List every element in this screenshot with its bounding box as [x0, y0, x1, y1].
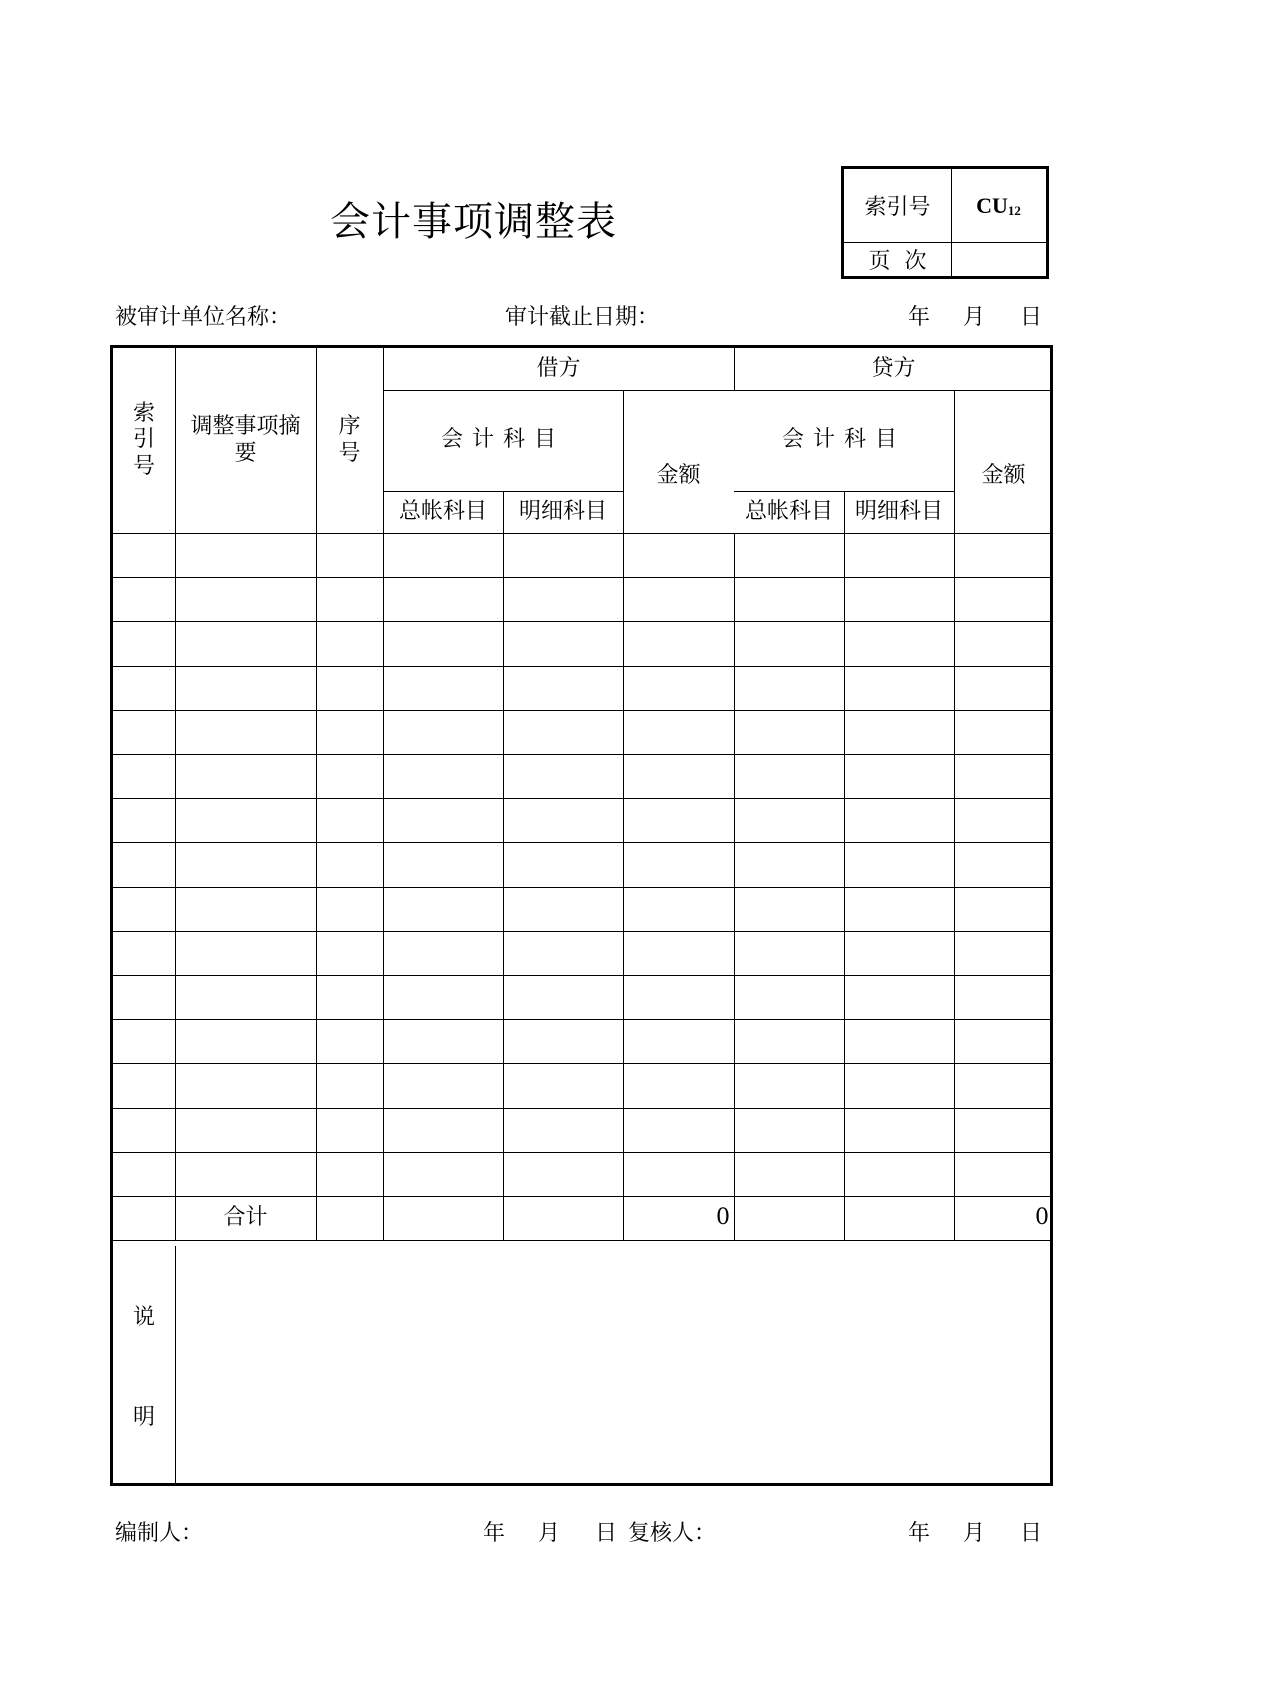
row-5-credit-gl[interactable] — [734, 710, 844, 754]
total-row-label: 合计 — [223, 1204, 268, 1230]
row-6-credit-amount[interactable] — [954, 754, 1053, 798]
row-12-seq[interactable] — [316, 1019, 383, 1063]
row-8-debit-detail[interactable] — [503, 842, 623, 886]
row-4-credit-detail[interactable] — [844, 666, 954, 710]
row-11-summary[interactable] — [175, 975, 316, 1019]
row-1-credit-detail[interactable] — [844, 533, 954, 577]
total-credit-amount: 0 — [1035, 1204, 1049, 1230]
row-14-debit-gl[interactable] — [383, 1108, 503, 1152]
row-5-debit-detail[interactable] — [503, 710, 623, 754]
row-2-credit-amount[interactable] — [954, 577, 1053, 621]
row-9-credit-gl[interactable] — [734, 887, 844, 931]
row-12-summary[interactable] — [175, 1019, 316, 1063]
row-7-debit-detail[interactable] — [503, 798, 623, 842]
cutoff-date-day: 日 — [1020, 305, 1043, 330]
preparer-label: 编制人： — [115, 1521, 204, 1546]
row-12-debit-amount[interactable] — [623, 1019, 734, 1063]
reviewed-date-month: 月 — [963, 1521, 986, 1546]
row-6-debit-detail[interactable] — [503, 754, 623, 798]
header-credit: 贷方 — [871, 355, 916, 381]
auditee-name-label: 被审计单位名称： — [115, 305, 292, 330]
row-9-index[interactable] — [113, 887, 175, 931]
page-number-value[interactable] — [951, 242, 1046, 276]
row-1-credit-amount[interactable] — [954, 533, 1053, 577]
row-1-seq[interactable] — [316, 533, 383, 577]
row-14-debit-detail[interactable] — [503, 1108, 623, 1152]
row-12-index[interactable] — [113, 1019, 175, 1063]
total-debit-amount: 0 — [716, 1204, 730, 1230]
row-7-summary[interactable] — [175, 798, 316, 842]
row-13-credit-gl[interactable] — [734, 1063, 844, 1107]
row-7-credit-gl[interactable] — [734, 798, 844, 842]
row-8-credit-gl[interactable] — [734, 842, 844, 886]
row-15-summary[interactable] — [175, 1152, 316, 1196]
notes-content[interactable] — [175, 1246, 1053, 1486]
row-11-credit-amount[interactable] — [954, 975, 1053, 1019]
row-7-debit-gl[interactable] — [383, 798, 503, 842]
row-13-debit-detail[interactable] — [503, 1063, 623, 1107]
row-5-credit-detail[interactable] — [844, 710, 954, 754]
header-credit-detail-account: 明细科目 — [854, 498, 943, 524]
row-15-seq[interactable] — [316, 1152, 383, 1196]
cutoff-date-month: 月 — [963, 305, 986, 330]
row-5-credit-amount[interactable] — [954, 710, 1053, 754]
header-debit: 借方 — [536, 355, 581, 381]
index-box — [841, 166, 1049, 279]
row-8-credit-detail[interactable] — [844, 842, 954, 886]
row-14-credit-amount[interactable] — [954, 1108, 1053, 1152]
row-9-debit-amount[interactable] — [623, 887, 734, 931]
row-3-debit-detail[interactable] — [503, 621, 623, 665]
row-14-summary[interactable] — [175, 1108, 316, 1152]
row-10-credit-detail[interactable] — [844, 931, 954, 975]
row-12-credit-amount[interactable] — [954, 1019, 1053, 1063]
row-6-credit-detail[interactable] — [844, 754, 954, 798]
notes-label-second: 明 — [132, 1404, 155, 1430]
row-2-credit-detail[interactable] — [844, 577, 954, 621]
row-9-credit-amount[interactable] — [954, 887, 1053, 931]
prepared-date-day: 日 — [595, 1521, 618, 1546]
row-7-debit-amount[interactable] — [623, 798, 734, 842]
header-index: 索 引 号 — [132, 400, 155, 479]
row-9-credit-detail[interactable] — [844, 887, 954, 931]
row-14-index[interactable] — [113, 1108, 175, 1152]
row-10-seq[interactable] — [316, 931, 383, 975]
row-13-seq[interactable] — [316, 1063, 383, 1107]
row-15-credit-amount[interactable] — [954, 1152, 1053, 1196]
row-11-seq[interactable] — [316, 975, 383, 1019]
row-11-debit-detail[interactable] — [503, 975, 623, 1019]
header-sequence-number: 序 号 — [338, 414, 361, 466]
header-credit-amount: 金额 — [981, 463, 1026, 489]
row-13-credit-amount[interactable] — [954, 1063, 1053, 1107]
header-debit-detail-account: 明细科目 — [518, 498, 607, 524]
row-6-credit-gl[interactable] — [734, 754, 844, 798]
adjustment-table — [110, 345, 1053, 1486]
row-5-seq[interactable] — [316, 710, 383, 754]
row-2-debit-amount[interactable] — [623, 577, 734, 621]
row-15-debit-detail[interactable] — [503, 1152, 623, 1196]
header-credit-account-subject: 会计科目 — [781, 427, 906, 453]
row-11-debit-amount[interactable] — [623, 975, 734, 1019]
row-7-index[interactable] — [113, 798, 175, 842]
header-credit-general-ledger: 总帐科目 — [744, 498, 833, 524]
row-1-debit-gl[interactable] — [383, 533, 503, 577]
row-11-credit-gl[interactable] — [734, 975, 844, 1019]
row-4-seq[interactable] — [316, 666, 383, 710]
row-10-credit-amount[interactable] — [954, 931, 1053, 975]
row-8-debit-gl[interactable] — [383, 842, 503, 886]
cutoff-date-year: 年 — [908, 305, 931, 330]
row-11-index[interactable] — [113, 975, 175, 1019]
row-1-debit-amount[interactable] — [623, 533, 734, 577]
row-4-summary[interactable] — [175, 666, 316, 710]
row-11-debit-gl[interactable] — [383, 975, 503, 1019]
row-9-debit-detail[interactable] — [503, 887, 623, 931]
row-15-index[interactable] — [113, 1152, 175, 1196]
header-adjustment-summary: 调整事项摘 要 — [190, 414, 301, 466]
row-3-credit-detail[interactable] — [844, 621, 954, 665]
row-3-summary[interactable] — [175, 621, 316, 665]
row-15-debit-gl[interactable] — [383, 1152, 503, 1196]
row-6-summary[interactable] — [175, 754, 316, 798]
row-4-debit-gl[interactable] — [383, 666, 503, 710]
row-8-seq[interactable] — [316, 842, 383, 886]
row-6-debit-gl[interactable] — [383, 754, 503, 798]
row-10-credit-gl[interactable] — [734, 931, 844, 975]
row-1-summary[interactable] — [175, 533, 316, 577]
reviewed-date-year: 年 — [908, 1521, 931, 1546]
row-13-debit-gl[interactable] — [383, 1063, 503, 1107]
prepared-date-month: 月 — [538, 1521, 561, 1546]
row-13-debit-amount[interactable] — [623, 1063, 734, 1107]
row-7-credit-amount[interactable] — [954, 798, 1053, 842]
row-5-debit-gl[interactable] — [383, 710, 503, 754]
row-3-index[interactable] — [113, 621, 175, 665]
row-8-index[interactable] — [113, 842, 175, 886]
row-5-debit-amount[interactable] — [623, 710, 734, 754]
index-number-value: $CU_{12}$ — [976, 192, 1021, 218]
row-4-credit-amount[interactable] — [954, 666, 1053, 710]
row-7-seq[interactable] — [316, 798, 383, 842]
row-12-credit-gl[interactable] — [734, 1019, 844, 1063]
row-10-summary[interactable] — [175, 931, 316, 975]
header-debit-amount: 金额 — [656, 463, 701, 489]
row-14-debit-amount[interactable] — [623, 1108, 734, 1152]
row-3-seq[interactable] — [316, 621, 383, 665]
row-15-credit-detail[interactable] — [844, 1152, 954, 1196]
row-1-debit-detail[interactable] — [503, 533, 623, 577]
row-7-credit-detail[interactable] — [844, 798, 954, 842]
row-2-debit-detail[interactable] — [503, 577, 623, 621]
row-4-debit-detail[interactable] — [503, 666, 623, 710]
row-2-debit-gl[interactable] — [383, 577, 503, 621]
audit-cutoff-date-label: 审计截止日期： — [505, 305, 660, 330]
row-11-credit-detail[interactable] — [844, 975, 954, 1019]
row-1-index[interactable] — [113, 533, 175, 577]
row-2-seq[interactable] — [316, 577, 383, 621]
row-5-summary[interactable] — [175, 710, 316, 754]
row-3-debit-gl[interactable] — [383, 621, 503, 665]
row-10-debit-detail[interactable] — [503, 931, 623, 975]
row-2-summary[interactable] — [175, 577, 316, 621]
row-6-index[interactable] — [113, 754, 175, 798]
row-12-debit-gl[interactable] — [383, 1019, 503, 1063]
row-12-credit-detail[interactable] — [844, 1019, 954, 1063]
row-15-credit-gl[interactable] — [734, 1152, 844, 1196]
row-2-index[interactable] — [113, 577, 175, 621]
notes-label-first: 说 — [132, 1304, 155, 1330]
row-10-index[interactable] — [113, 931, 175, 975]
row-14-credit-detail[interactable] — [844, 1108, 954, 1152]
row-4-index[interactable] — [113, 666, 175, 710]
row-8-credit-amount[interactable] — [954, 842, 1053, 886]
reviewed-date-day: 日 — [1020, 1521, 1043, 1546]
row-9-summary[interactable] — [175, 887, 316, 931]
row-12-debit-detail[interactable] — [503, 1019, 623, 1063]
header-debit-account-subject: 会计科目 — [440, 427, 565, 453]
row-3-credit-amount[interactable] — [954, 621, 1053, 665]
row-10-debit-gl[interactable] — [383, 931, 503, 975]
row-14-credit-gl[interactable] — [734, 1108, 844, 1152]
row-14-seq[interactable] — [316, 1108, 383, 1152]
row-1-credit-gl[interactable] — [734, 533, 844, 577]
row-8-debit-amount[interactable] — [623, 842, 734, 886]
row-4-debit-amount[interactable] — [623, 666, 734, 710]
row-6-seq[interactable] — [316, 754, 383, 798]
row-4-credit-gl[interactable] — [734, 666, 844, 710]
row-3-debit-amount[interactable] — [623, 621, 734, 665]
page-title: 会计事项调整表 — [330, 199, 617, 245]
index-number-label: 索引号 — [864, 195, 931, 220]
row-2-credit-gl[interactable] — [734, 577, 844, 621]
row-13-credit-detail[interactable] — [844, 1063, 954, 1107]
row-9-debit-gl[interactable] — [383, 887, 503, 931]
row-10-debit-amount[interactable] — [623, 931, 734, 975]
row-15-debit-amount[interactable] — [623, 1152, 734, 1196]
prepared-date-year: 年 — [483, 1521, 506, 1546]
header-debit-general-ledger: 总帐科目 — [398, 498, 487, 524]
row-9-seq[interactable] — [316, 887, 383, 931]
row-5-index[interactable] — [113, 710, 175, 754]
reviewer-label: 复核人： — [628, 1521, 717, 1546]
row-13-summary[interactable] — [175, 1063, 316, 1107]
row-6-debit-amount[interactable] — [623, 754, 734, 798]
page-number-label: 页 次 — [868, 248, 927, 274]
row-8-summary[interactable] — [175, 842, 316, 886]
row-13-index[interactable] — [113, 1063, 175, 1107]
row-3-credit-gl[interactable] — [734, 621, 844, 665]
